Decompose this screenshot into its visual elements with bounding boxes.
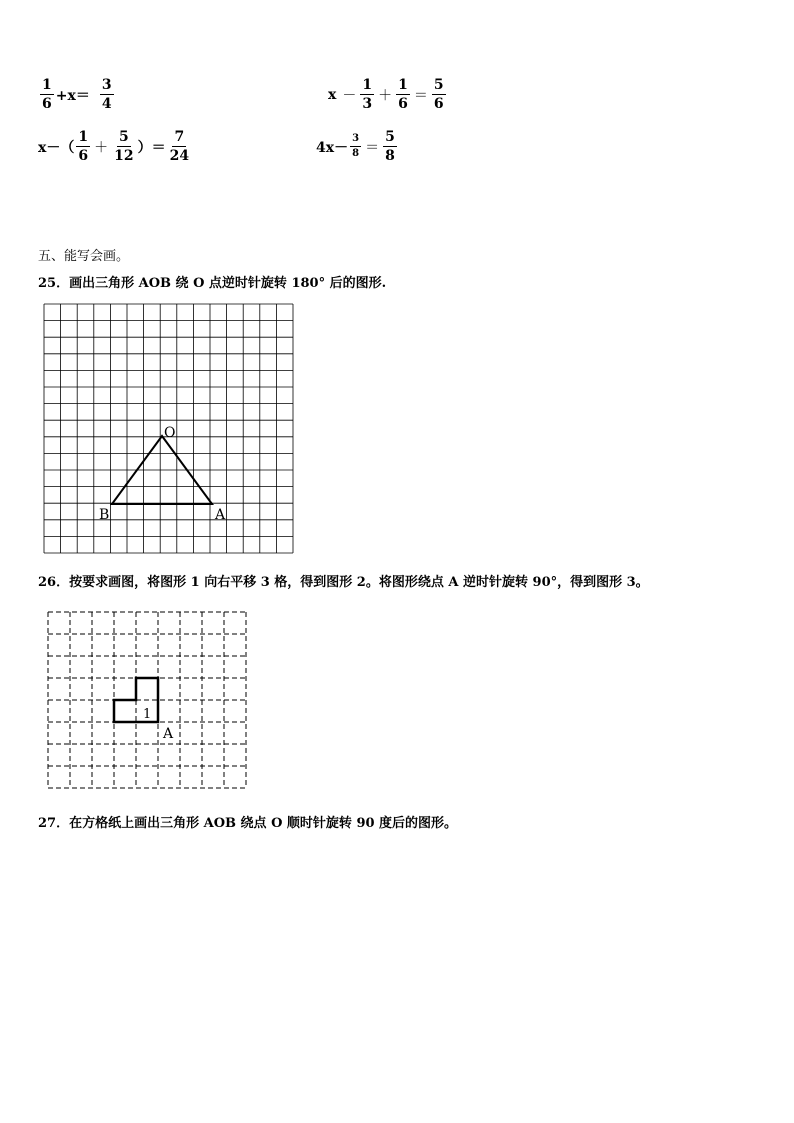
numerator: 1 [398,77,408,93]
equation-text: x－（ [38,139,75,156]
denominator: 6 [42,96,52,112]
fraction [383,130,397,163]
shape-label: 1 [143,707,152,722]
label-a: A [215,507,226,523]
operator: ＋ [378,87,393,104]
numerator: 5 [385,129,395,145]
fraction [76,130,90,163]
equation-4 [316,130,399,163]
numerator: 1 [78,129,89,145]
equation-text: x [328,86,337,103]
operator: ＝ [413,87,428,104]
denominator: 12 [114,148,134,164]
q25-grid-figure [40,300,298,558]
numerator: 3 [101,77,112,93]
denominator: 3 [362,96,373,112]
denominator: 4 [101,96,112,112]
label-a: A [163,726,174,742]
denominator: 6 [78,148,89,164]
question-27-text: 27．在方格纸上画出三角形 AOB 绕点 O 顺时针旋转 90 度后的图形。 [38,816,458,831]
fraction [112,130,135,163]
denominator: 8 [352,148,360,159]
operator: ＝ [365,139,380,156]
label-o: O [164,425,176,441]
denominator: 24 [169,148,190,164]
fraction [168,130,191,163]
denominator: 6 [398,96,408,112]
fraction [350,134,361,159]
question-25-text: 25．画出三角形 AOB 绕 O 点逆时针旋转 180° 后的图形. [38,276,387,291]
fraction [100,78,114,111]
operator: － [342,87,357,104]
dashed-grid [48,612,246,788]
numerator: 3 [350,134,361,147]
denominator: 8 [385,148,395,164]
numerator: 1 [42,77,52,93]
denominator: 6 [433,96,444,112]
numerator: 1 [362,77,373,93]
fraction [360,78,374,111]
equation-2 [328,78,448,111]
equation-text: 4x－ [316,139,349,156]
fraction [432,78,446,111]
equation-text: ）＝ [137,139,166,156]
q26-grid-figure [44,608,252,792]
fraction [396,78,410,111]
shape-1 [114,678,158,722]
operator: ＋ [94,139,109,156]
fraction [40,78,54,111]
numerator: 5 [433,77,444,93]
label-b: B [99,507,110,523]
numerator: 5 [118,129,129,145]
equation-1 [38,78,116,111]
numerator: 7 [174,129,185,145]
section-title: 五、能写会画。 [38,249,130,264]
equation-3 [38,130,193,163]
question-26-text: 26．按要求画图，将图形 1 向右平移 3 格，得到图形 2。将图形绕点 A 逆时针旋转 90°，得到图形 3。 [38,575,649,590]
equation-text: +x＝ [55,87,90,104]
